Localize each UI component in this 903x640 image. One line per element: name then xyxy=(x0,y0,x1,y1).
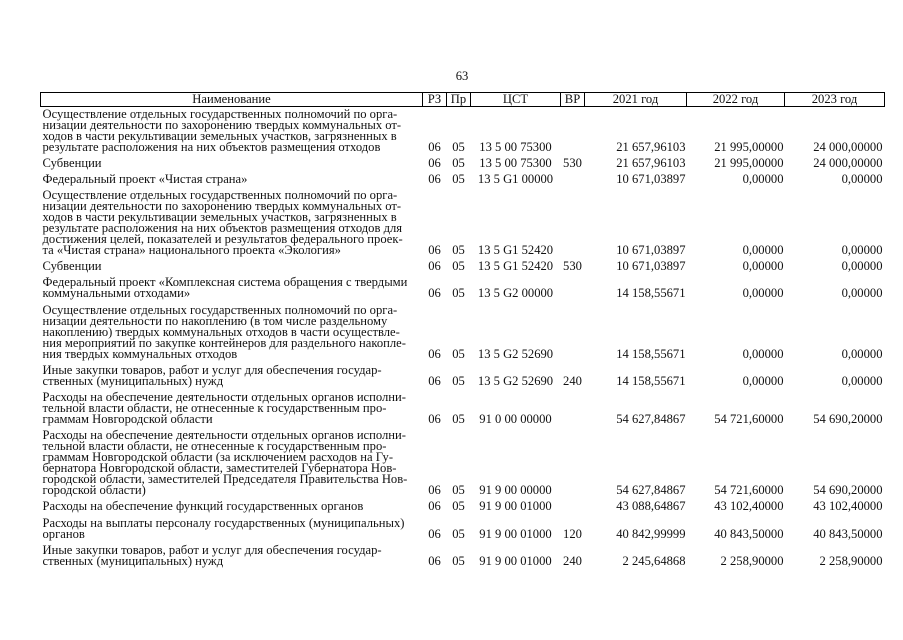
name-line: Федеральный проект «Комплексная система обращения с твердыми xyxy=(42,275,408,290)
cell-rz: 06 xyxy=(428,171,441,186)
cell-vr: 530 xyxy=(563,259,582,274)
cell-2022: 0,00000 xyxy=(742,373,784,388)
cell-2021: 21 657,96103 xyxy=(616,139,686,154)
cell-cst: 91 9 00 01000 xyxy=(479,553,552,568)
cell-pr: 05 xyxy=(452,171,465,186)
table-row xyxy=(41,540,885,567)
cell-name xyxy=(41,169,423,185)
name-line: Субвенции xyxy=(42,155,102,170)
cell-rz: 06 xyxy=(428,412,441,426)
cell-2023: 0,00000 xyxy=(841,243,883,258)
cell-2022: 0,00000 xyxy=(742,243,784,258)
cell-2022: 0,00000 xyxy=(742,259,784,274)
cell-vr: 240 xyxy=(563,373,582,388)
cell-rz: 06 xyxy=(428,526,441,541)
cell-2021: 10 671,03897 xyxy=(616,243,686,258)
name-line: коммунальными отходами» xyxy=(42,286,191,301)
name-line: ния мероприятий по закупке контейнеров для раздельного накопле- xyxy=(42,335,406,350)
cell-2021: 10 671,03897 xyxy=(616,171,686,186)
name-line: Иные закупки товаров, работ и услуг для обеспечения государ- xyxy=(42,362,382,377)
name-line: органов xyxy=(42,526,85,541)
cell-2022: 0,00000 xyxy=(742,286,784,301)
cell-2023: 0,00000 xyxy=(841,259,883,274)
cell-vr xyxy=(561,107,585,153)
cell-2021: 43 088,64867 xyxy=(616,499,686,514)
cell-name xyxy=(41,185,423,256)
cell-cst: 91 9 00 01000 xyxy=(479,499,552,514)
name-line: граммам Новгородской области (за исключением расходов на Гу- xyxy=(42,450,394,465)
name-line: та «Чистая страна» национального проекта «Экология» xyxy=(42,243,341,258)
cell-pr: 05 xyxy=(452,139,465,154)
name-line: Расходы на обеспечение функций государственных органов xyxy=(42,499,364,514)
name-line: Расходы на обеспечение деятельности отдельных органов исполни- xyxy=(42,428,406,443)
cell-2022: 0,00000 xyxy=(742,346,784,361)
name-line: низации деятельности по захоронению твердых коммунальных от- xyxy=(42,117,402,132)
table-row xyxy=(41,272,885,299)
header-2022: 2022 год xyxy=(687,93,785,107)
cell-2023: 24 000,00000 xyxy=(813,139,883,154)
cell-2022: 0,00000 xyxy=(742,171,784,186)
cell-2022: 2 258,90000 xyxy=(720,553,784,568)
cell-cst: 13 5 G1 00000 xyxy=(477,171,554,186)
header-2023: 2023 год xyxy=(785,93,885,107)
name-line: городской области) xyxy=(42,483,146,498)
cell-2021: 14 158,55671 xyxy=(616,346,686,361)
cell-2023: 0,00000 xyxy=(841,346,883,361)
cell-2021: 2 245,64868 xyxy=(622,553,686,568)
cell-2021: 54 627,84867 xyxy=(616,412,686,426)
cell-2023: 0,00000 xyxy=(841,171,883,186)
cell-2023: 0,00000 xyxy=(841,286,883,301)
name-line: Осуществление отдельных государственных полномочий по орга- xyxy=(42,302,398,317)
name-line: Осуществление отдельных государственных полномочий по орга- xyxy=(42,188,398,203)
cell-name xyxy=(41,107,423,153)
header-pr: Пр xyxy=(447,93,471,107)
name-line: Расходы на обеспечение деятельности отдельных органов исполни- xyxy=(42,390,406,404)
cell-name xyxy=(41,496,423,512)
table-row xyxy=(41,387,885,425)
cell-name xyxy=(41,299,423,359)
cell-rz: 06 xyxy=(428,259,441,274)
name-line: накоплению) твердых коммунальных отходов в части осуществле- xyxy=(42,324,400,339)
cell-name xyxy=(41,153,423,169)
table-row xyxy=(41,153,885,169)
cell-2023: 0,00000 xyxy=(841,373,883,388)
name-line: Субвенции xyxy=(42,259,102,274)
cell-2023: 40 843,50000 xyxy=(813,526,883,541)
cell-2022: 21 995,00000 xyxy=(714,139,784,154)
header-cst: ЦСТ xyxy=(471,93,561,107)
cell-2023: 24 000,00000 xyxy=(813,155,883,170)
cell-vr xyxy=(561,425,585,496)
cell-cst: 13 5 G2 52690 xyxy=(477,373,554,388)
cell-name xyxy=(41,425,423,496)
cell-vr xyxy=(561,496,585,512)
cell-2022: 54 721,60000 xyxy=(714,412,784,426)
cell-2022: 40 843,50000 xyxy=(714,526,784,541)
cell-vr xyxy=(561,169,585,185)
cell-2021: 54 627,84867 xyxy=(616,483,686,498)
cell-rz: 06 xyxy=(428,346,441,361)
cell-rz: 06 xyxy=(428,243,441,258)
cell-pr: 05 xyxy=(452,483,465,498)
name-line: ния твердых коммунальных отходов xyxy=(42,346,238,361)
cell-rz: 06 xyxy=(428,139,441,154)
cell-rz: 06 xyxy=(428,155,441,170)
cell-2021: 21 657,96103 xyxy=(616,155,686,170)
name-line: бернатора Новгородской области, заместителей Губернатора Нов- xyxy=(42,461,397,476)
cell-2021: 14 158,55671 xyxy=(616,373,686,388)
cell-pr: 05 xyxy=(452,155,465,170)
cell-rz: 06 xyxy=(428,373,441,388)
table-row xyxy=(41,169,885,185)
cell-vr: 120 xyxy=(563,526,582,541)
cell-vr: 530 xyxy=(563,155,582,170)
budget-table xyxy=(40,92,885,567)
cell-rz: 06 xyxy=(428,483,441,498)
cell-pr: 05 xyxy=(452,373,465,388)
cell-cst: 91 9 00 01000 xyxy=(479,526,552,541)
cell-pr: 05 xyxy=(452,243,465,258)
name-line: низации деятельности по захоронению твердых коммунальных от- xyxy=(42,199,402,214)
cell-cst: 13 5 G1 52420 xyxy=(477,243,554,258)
cell-2023: 43 102,40000 xyxy=(813,499,883,514)
cell-pr: 05 xyxy=(452,499,465,514)
cell-pr: 05 xyxy=(452,553,465,568)
header-rz: РЗ xyxy=(423,93,447,107)
cell-cst: 91 0 00 00000 xyxy=(479,412,552,426)
cell-cst: 13 5 G1 52420 xyxy=(477,259,554,274)
cell-name xyxy=(41,360,423,387)
cell-2023: 54 690,20000 xyxy=(813,483,883,498)
name-line: граммам Новгородской области xyxy=(42,412,213,426)
cell-2021: 14 158,55671 xyxy=(616,286,686,301)
cell-pr: 05 xyxy=(452,526,465,541)
name-line: Осуществление отдельных государственных полномочий по орга- xyxy=(42,106,398,121)
cell-rz: 06 xyxy=(428,499,441,514)
name-line: ходов в части рекультивации земельных участков, загрязненных в xyxy=(42,128,397,143)
cell-vr: 240 xyxy=(563,553,582,568)
name-line: ственных (муниципальных) нужд xyxy=(42,553,224,568)
cell-2022: 21 995,00000 xyxy=(714,155,784,170)
name-line: тельной власти области, не отнесенные к государственным про- xyxy=(42,439,387,454)
cell-vr xyxy=(561,387,585,425)
name-line: ходов в части рекультивации земельных участков, загрязненных в xyxy=(42,210,397,225)
cell-name xyxy=(41,540,423,567)
cell-cst: 13 5 00 75300 xyxy=(479,155,552,170)
table-row xyxy=(41,496,885,512)
name-line: достижения целей, показателей и результатов федерального проек- xyxy=(42,232,403,247)
cell-2023: 2 258,90000 xyxy=(819,553,883,568)
name-line: результате расположения на них объектов размещения отходов xyxy=(42,139,381,154)
cell-name xyxy=(41,387,423,425)
cell-2023: 54 690,20000 xyxy=(813,412,883,426)
cell-vr xyxy=(561,272,585,299)
header-name: Наименование xyxy=(41,93,423,107)
table-row xyxy=(41,256,885,272)
header-2021: 2021 год xyxy=(585,93,687,107)
cell-name xyxy=(41,256,423,272)
cell-cst: 13 5 00 75300 xyxy=(479,139,552,154)
table-row xyxy=(41,185,885,256)
cell-pr: 05 xyxy=(452,259,465,274)
header-vr: ВР xyxy=(561,93,585,107)
table-row xyxy=(41,299,885,359)
table-header xyxy=(41,93,885,107)
name-line: городской области, заместителей Председателя Правительства Нов- xyxy=(42,472,408,487)
name-line: результате расположения на них объектов размещения отходов для xyxy=(42,221,403,236)
cell-name xyxy=(41,272,423,299)
cell-2021: 40 842,99999 xyxy=(616,526,686,541)
cell-2022: 54 721,60000 xyxy=(714,483,784,498)
cell-cst: 91 9 00 00000 xyxy=(479,483,552,498)
table-row xyxy=(41,360,885,387)
cell-2022: 43 102,40000 xyxy=(714,499,784,514)
name-line: тельной власти области, не отнесенные к государственным про- xyxy=(42,401,387,415)
cell-vr xyxy=(561,299,585,359)
name-line: низации деятельности по накоплению (в том числе раздельному xyxy=(42,313,388,328)
name-line: Федеральный проект «Чистая страна» xyxy=(42,171,248,186)
cell-cst: 13 5 G2 00000 xyxy=(477,286,554,301)
cell-pr: 05 xyxy=(452,286,465,301)
name-line: Иные закупки товаров, работ и услуг для обеспечения государ- xyxy=(42,542,382,557)
cell-name xyxy=(41,512,423,539)
name-line: ственных (муниципальных) нужд xyxy=(42,373,224,388)
table-row xyxy=(41,425,885,496)
cell-pr: 05 xyxy=(452,346,465,361)
header-row xyxy=(41,93,885,107)
cell-cst: 13 5 G2 52690 xyxy=(477,346,554,361)
table-body xyxy=(41,107,885,567)
cell-2021: 10 671,03897 xyxy=(616,259,686,274)
table-row xyxy=(41,512,885,539)
page-number: 63 xyxy=(455,69,469,83)
name-line: Расходы на выплаты персоналу государственных (муниципальных) xyxy=(42,515,405,530)
table-row xyxy=(41,107,885,153)
cell-vr xyxy=(561,185,585,256)
cell-rz: 06 xyxy=(428,553,441,568)
cell-rz: 06 xyxy=(428,286,441,301)
cell-pr: 05 xyxy=(452,412,465,426)
